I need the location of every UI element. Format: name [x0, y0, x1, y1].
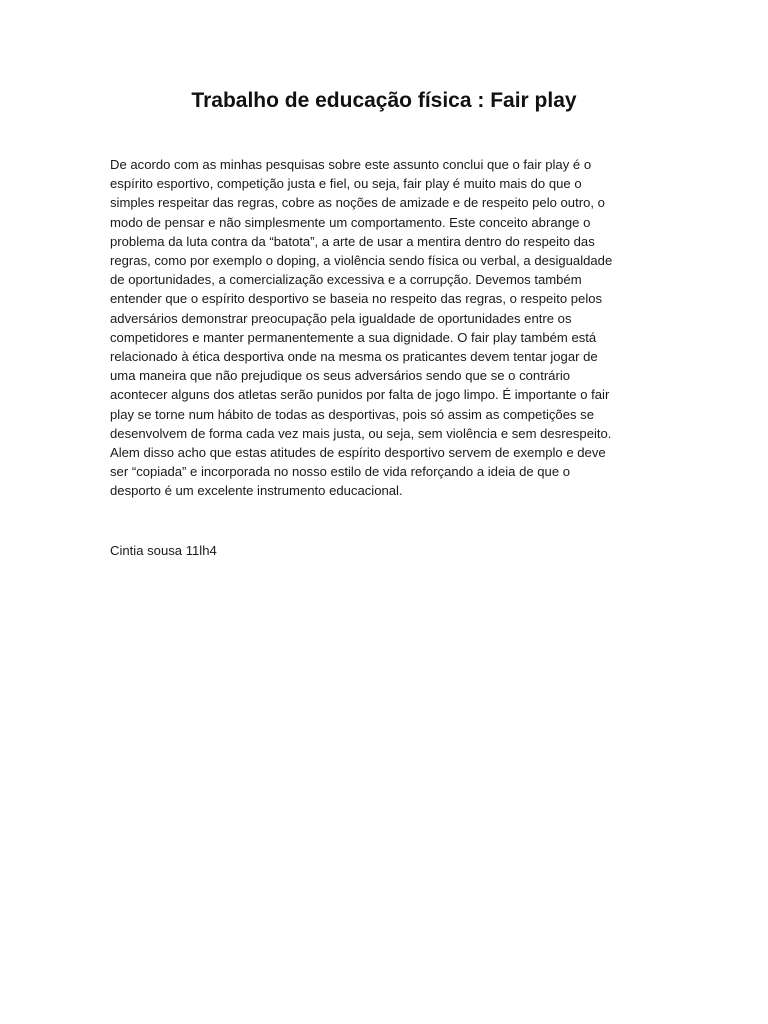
body-line: uma maneira que não prejudique os seus adversários sendo que se o contrário: [110, 368, 571, 384]
body-line: competidores e manter permanentemente a sua dignidade. O fair play também está: [110, 329, 597, 345]
body-line: desenvolvem de forma cada vez mais justa, ou seja, sem violência e sem desrespeito.: [110, 425, 612, 441]
body-line: desporto é um excelente instrumento educacional.: [110, 483, 403, 499]
body-line: De acordo com as minhas pesquisas sobre este assunto conclui que o fair play é o: [110, 157, 592, 172]
body-line: Alem disso acho que estas atitudes de espírito desportivo servem de exemplo e deve: [110, 445, 606, 461]
body-line: espírito esportivo, competição justa e fiel, ou seja, fair play é muito mais do que o: [110, 176, 582, 192]
document-body: [110, 155, 662, 501]
body-line: entender que o espírito desportivo se baseia no respeito das regras, o respeito pelos: [110, 291, 603, 307]
body-line: de oportunidades, a comercialização excessiva e a corrupção. Devemos também: [110, 272, 582, 288]
document-title: Trabalho de educação física : Fair play: [191, 89, 577, 112]
body-line: relacionado à ética desportiva onde na mesma os praticantes devem tentar jogar de: [110, 349, 598, 365]
body-line: play se torne num hábito de todas as desportivas, pois só assim as competições se: [110, 406, 594, 422]
body-line: problema da luta contra da “batota”, a arte de usar a mentira dentro do respeito das: [110, 233, 595, 249]
body-line: modo de pensar e não simplesmente um comportamento. Este conceito abrange o: [110, 214, 591, 230]
body-line: adversários demonstrar preocupação pela igualdade de oportunidades entre os: [110, 310, 572, 326]
body-line: ser “copiada” e incorporada no nosso estilo de vida reforçando a ideia de que o: [110, 464, 571, 480]
author-signature: Cintia sousa 11lh4: [110, 543, 217, 558]
body-line: regras, como por exemplo o doping, a violência sendo física ou verbal, a desigualdade: [110, 253, 613, 269]
body-line: simples respeitar das regras, cobre as noções de amizade e de respeito pelo outro, o: [110, 195, 605, 211]
body-line: acontecer alguns dos atletas serão punidos por falta de jogo limpo. É importante o fair: [110, 387, 610, 403]
